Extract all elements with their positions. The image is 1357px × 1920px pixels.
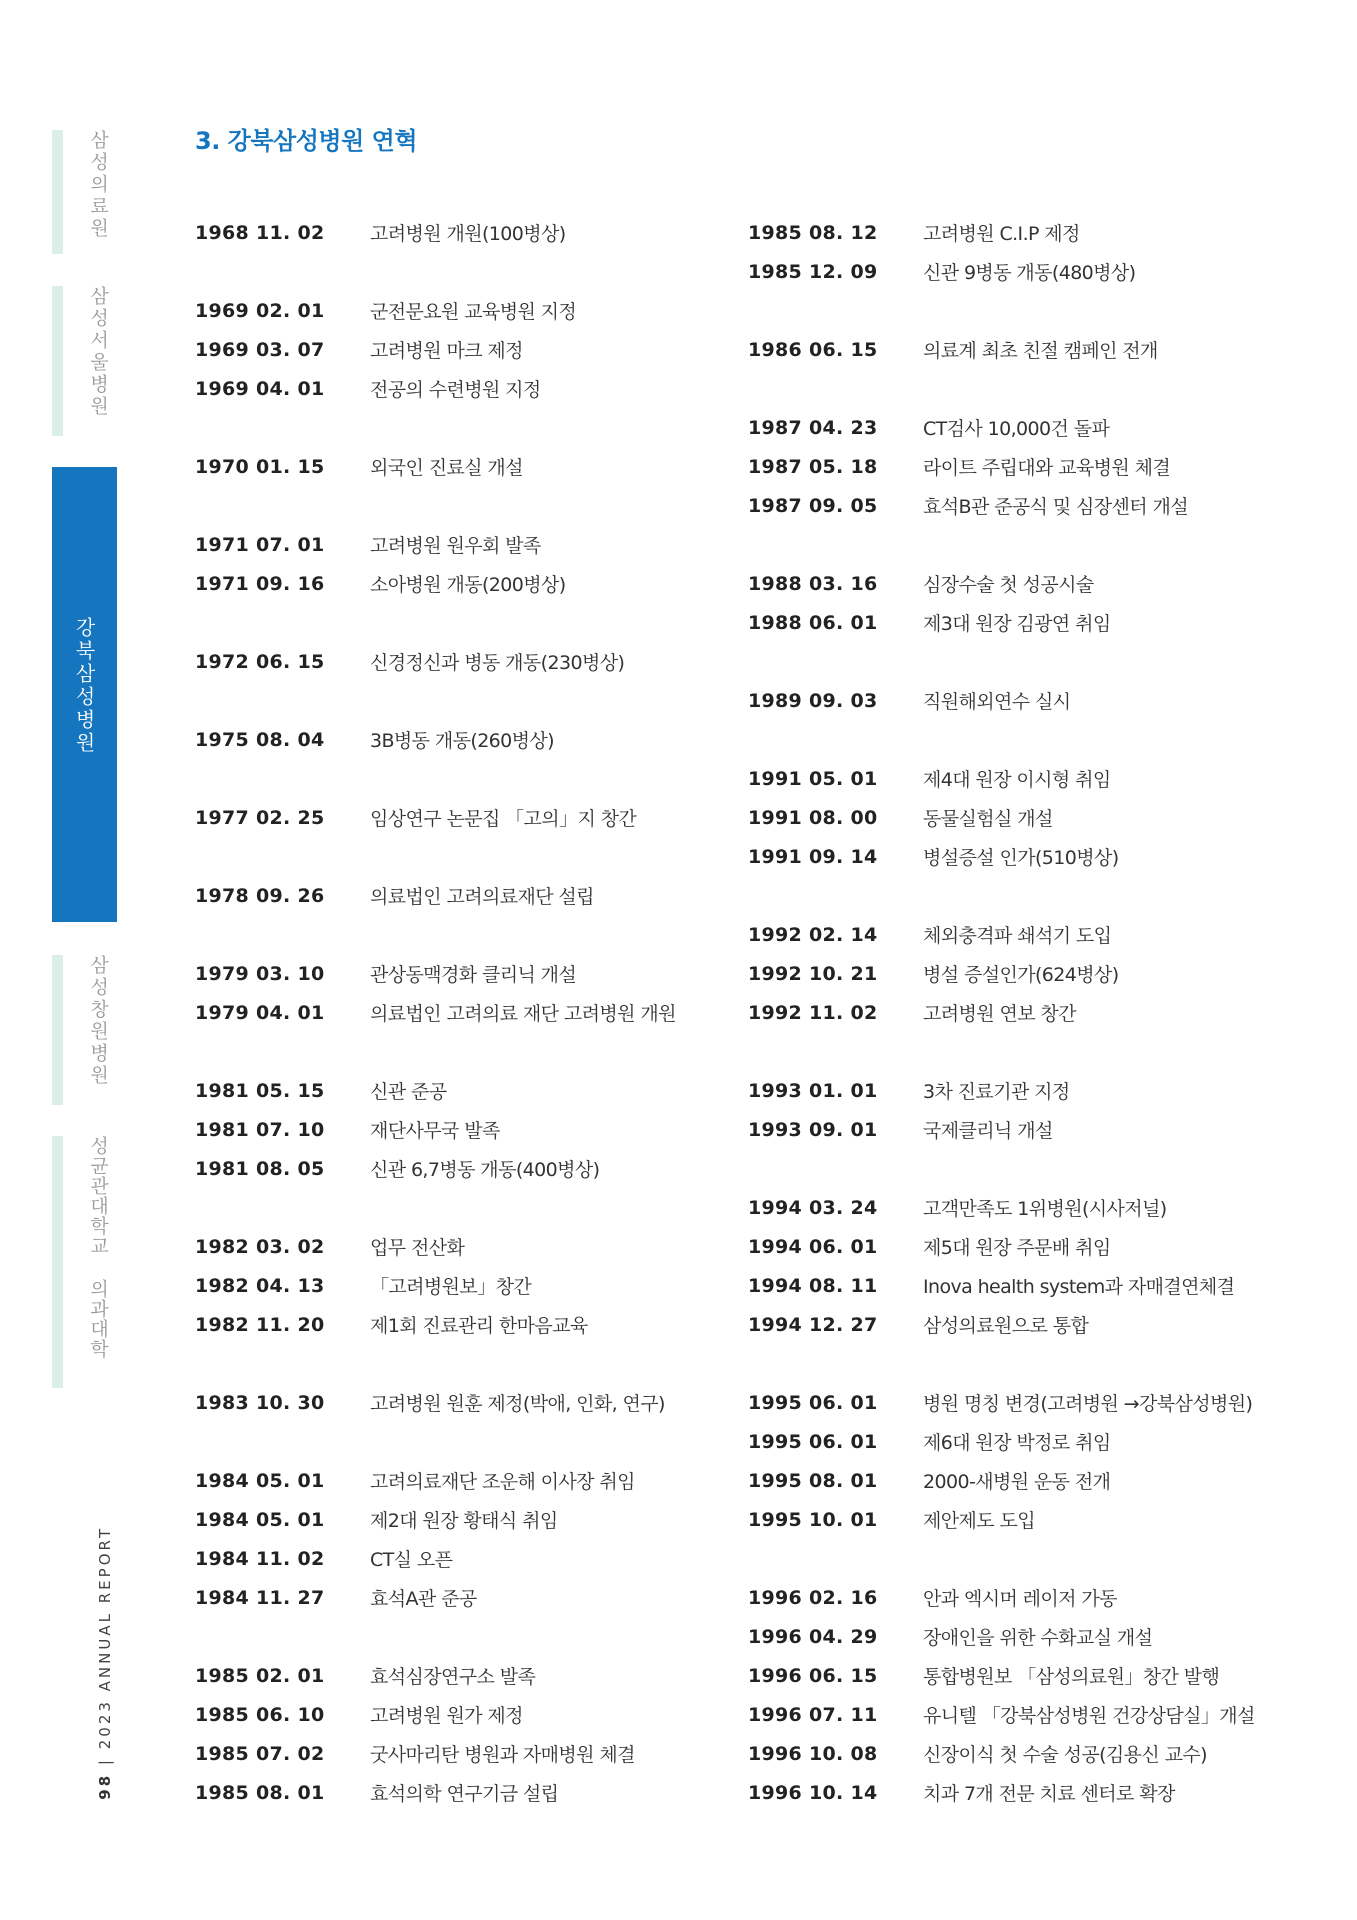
timeline-row (195, 954, 676, 993)
timeline-year-spacer (195, 408, 676, 447)
timeline-row (195, 1578, 676, 1617)
timeline-date: 1987 05. 18 (748, 455, 878, 478)
timeline-date: 1985 08. 01 (195, 1781, 325, 1804)
timeline-year-spacer (195, 1344, 676, 1383)
timeline-event: 제4대 원장 이시형 취임 (923, 769, 1111, 791)
timeline-event: 의료법인 고려의료재단 설립 (370, 886, 594, 908)
section-title: 3. 강북삼성병원 연혁 (195, 127, 417, 155)
timeline-row (748, 759, 1255, 798)
timeline-year-spacer (748, 642, 1255, 681)
timeline-row (748, 1773, 1255, 1812)
timeline-left-column (195, 213, 676, 1812)
timeline-date: 1994 12. 27 (748, 1313, 878, 1336)
timeline-year-spacer (195, 486, 676, 525)
timeline-event: 고려병원 원우회 발족 (370, 535, 541, 557)
timeline-event: 장애인을 위한 수화교실 개설 (923, 1627, 1153, 1649)
timeline-row (195, 642, 676, 681)
timeline-row (195, 720, 676, 759)
timeline-event: 고려병원 개원(100병상) (370, 223, 566, 245)
timeline-date: 1978 09. 26 (195, 884, 325, 907)
timeline-row (748, 1110, 1255, 1149)
timeline-date: 1996 10. 08 (748, 1742, 878, 1765)
timeline-year-spacer (748, 1149, 1255, 1188)
timeline-date: 1984 11. 27 (195, 1586, 325, 1609)
timeline-date: 1987 04. 23 (748, 416, 878, 439)
timeline-date: 1969 04. 01 (195, 377, 325, 400)
timeline-date: 1982 04. 13 (195, 1274, 325, 1297)
timeline-event: 의료법인 고려의료 재단 고려병원 개원 (370, 1003, 676, 1025)
timeline-row (195, 993, 676, 1032)
timeline-row (195, 1227, 676, 1266)
timeline-date: 1996 02. 16 (748, 1586, 878, 1609)
timeline-row (195, 330, 676, 369)
timeline-row (195, 1539, 676, 1578)
timeline-row (195, 1773, 676, 1812)
timeline-event: 제6대 원장 박정로 취임 (923, 1432, 1111, 1454)
timeline-date: 1995 06. 01 (748, 1430, 878, 1453)
timeline-event: 신장이식 첫 수술 성공(김용신 교수) (923, 1744, 1207, 1766)
timeline-row (748, 1071, 1255, 1110)
timeline-date: 1991 05. 01 (748, 767, 878, 790)
timeline-year-spacer (748, 291, 1255, 330)
timeline-row (748, 1227, 1255, 1266)
timeline-row (195, 1500, 676, 1539)
timeline-date: 1969 02. 01 (195, 299, 325, 322)
timeline-row (748, 1305, 1255, 1344)
timeline-date: 1994 06. 01 (748, 1235, 878, 1258)
timeline-event: 통합병원보 「삼성의료원」창간 발행 (923, 1666, 1220, 1688)
timeline-row (195, 213, 676, 252)
timeline-event: 라이트 주립대와 교육병원 체결 (923, 457, 1171, 479)
timeline-event: 고려병원 C.I.P 제정 (923, 223, 1080, 245)
timeline-event: 신경정신과 병동 개동(230병상) (370, 652, 625, 674)
timeline-row (195, 1383, 676, 1422)
timeline-date: 1991 09. 14 (748, 845, 878, 868)
timeline-event: 고려병원 마크 제정 (370, 340, 523, 362)
timeline-date: 1994 03. 24 (748, 1196, 878, 1219)
timeline-year-spacer (195, 837, 676, 876)
timeline-date: 1993 01. 01 (748, 1079, 878, 1102)
timeline-date: 1981 08. 05 (195, 1157, 325, 1180)
page-number: 98 (96, 1773, 114, 1800)
sidebar-tab-skku-medicine[interactable] (52, 1136, 116, 1388)
timeline-date: 1992 11. 02 (748, 1001, 878, 1024)
timeline-row (748, 1383, 1255, 1422)
timeline-row (195, 1266, 676, 1305)
timeline-event: 「고려병원보」창간 (370, 1276, 532, 1298)
timeline-row (748, 993, 1255, 1032)
timeline-event: 치과 7개 전문 치료 센터로 확장 (923, 1783, 1175, 1805)
timeline-event: 병설 증설인가(624병상) (923, 964, 1119, 986)
timeline-event: 제2대 원장 황태식 취임 (370, 1510, 558, 1532)
timeline-date: 1996 04. 29 (748, 1625, 878, 1648)
timeline-event: 3B병동 개동(260병상) (370, 730, 554, 752)
timeline-event: 동물실험실 개설 (923, 808, 1053, 830)
timeline-date: 1985 02. 01 (195, 1664, 325, 1687)
timeline-row (195, 798, 676, 837)
timeline-row (195, 1656, 676, 1695)
timeline-event: 외국인 진료실 개설 (370, 457, 523, 479)
timeline-date: 1986 06. 15 (748, 338, 878, 361)
timeline-date: 1975 08. 04 (195, 728, 325, 751)
timeline-date: 1988 06. 01 (748, 611, 878, 634)
sidebar-tab-label: 강북삼성병원 (72, 617, 96, 755)
timeline-row (748, 330, 1255, 369)
timeline-event: 직원해외연수 실시 (923, 691, 1071, 713)
timeline-date: 1970 01. 15 (195, 455, 325, 478)
timeline-row (748, 1656, 1255, 1695)
timeline-row (195, 291, 676, 330)
sidebar-tab-samsung-seoul-hospital[interactable] (52, 286, 116, 436)
timeline-year-spacer (748, 1032, 1255, 1071)
timeline-event: 신관 9병동 개동(480병상) (923, 262, 1136, 284)
timeline-date: 1987 09. 05 (748, 494, 878, 517)
timeline-date: 1992 10. 21 (748, 962, 878, 985)
timeline-row (748, 1188, 1255, 1227)
timeline-row (748, 954, 1255, 993)
timeline-row (748, 915, 1255, 954)
timeline-year-spacer (748, 369, 1255, 408)
timeline-event: 고려병원 연보 창간 (923, 1003, 1076, 1025)
timeline-row (195, 1149, 676, 1188)
timeline-date: 1984 05. 01 (195, 1508, 325, 1531)
timeline-row (195, 369, 676, 408)
timeline-year-spacer (748, 525, 1255, 564)
timeline-date: 1995 10. 01 (748, 1508, 878, 1531)
timeline-year-spacer (195, 1617, 676, 1656)
timeline-date: 1968 11. 02 (195, 221, 325, 244)
timeline-row (748, 486, 1255, 525)
timeline-event: 2000-새병원 운동 전개 (923, 1471, 1111, 1493)
timeline-event: 효석B관 준공식 및 심장센터 개설 (923, 496, 1188, 518)
timeline-year-spacer (195, 1422, 676, 1461)
timeline-year-spacer (195, 915, 676, 954)
timeline-event: 제5대 원장 주문배 취임 (923, 1237, 1111, 1259)
timeline-event: 전공의 수련병원 지정 (370, 379, 541, 401)
timeline-row (748, 1422, 1255, 1461)
timeline-year-spacer (195, 759, 676, 798)
timeline-date: 1996 07. 11 (748, 1703, 878, 1726)
timeline-event: 제3대 원장 김광연 취임 (923, 613, 1111, 635)
timeline-row (195, 1695, 676, 1734)
timeline-row (195, 1110, 676, 1149)
timeline-date: 1982 11. 20 (195, 1313, 325, 1336)
timeline-row (748, 1617, 1255, 1656)
sidebar-tab-kangbuk-samsung-hospital[interactable] (52, 467, 117, 922)
timeline-date: 1971 09. 16 (195, 572, 325, 595)
timeline-event: CT검사 10,000건 돌파 (923, 418, 1110, 440)
timeline-row (748, 837, 1255, 876)
timeline-year-spacer (748, 1539, 1255, 1578)
timeline-row (748, 1500, 1255, 1539)
timeline-row (748, 252, 1255, 291)
timeline-row (748, 681, 1255, 720)
timeline-date: 1991 08. 00 (748, 806, 878, 829)
timeline-event: 고려병원 원훈 제정(박애, 인화, 연구) (370, 1393, 665, 1415)
timeline-year-spacer (195, 681, 676, 720)
timeline-event: 국제클리닉 개설 (923, 1120, 1053, 1142)
timeline-event: 고객만족도 1위병원(시사저널) (923, 1198, 1167, 1220)
timeline-year-spacer (195, 1188, 676, 1227)
timeline-date: 1979 04. 01 (195, 1001, 325, 1024)
timeline-row (748, 447, 1255, 486)
timeline-date: 1995 06. 01 (748, 1391, 878, 1414)
timeline-date: 1983 10. 30 (195, 1391, 325, 1414)
sidebar-tab-label: 삼성서울병원 (87, 286, 109, 418)
timeline-date: 1996 10. 14 (748, 1781, 878, 1804)
timeline-row (748, 564, 1255, 603)
timeline-date: 1977 02. 25 (195, 806, 325, 829)
timeline-event: 군전문요원 교육병원 지정 (370, 301, 577, 323)
timeline-date: 1984 11. 02 (195, 1547, 325, 1570)
timeline-row (195, 876, 676, 915)
timeline-date: 1981 07. 10 (195, 1118, 325, 1141)
timeline-year-spacer (195, 1032, 676, 1071)
timeline-row (748, 1695, 1255, 1734)
timeline-date: 1972 06. 15 (195, 650, 325, 673)
timeline-date: 1985 06. 10 (195, 1703, 325, 1726)
timeline-row (748, 603, 1255, 642)
page-footer-label: 98 | 2023 ANNUAL REPORT (96, 1526, 114, 1800)
timeline-event: 유니텔 「강북삼성병원 건강상담실」개설 (923, 1705, 1255, 1727)
timeline-date: 1982 03. 02 (195, 1235, 325, 1258)
timeline-row (748, 1461, 1255, 1500)
timeline-event: 효석A관 준공 (370, 1588, 477, 1610)
timeline-event: 고려병원 원가 제정 (370, 1705, 523, 1727)
timeline-event: 신관 준공 (370, 1081, 447, 1103)
timeline-date: 1979 03. 10 (195, 962, 325, 985)
timeline-event: 효석심장연구소 발족 (370, 1666, 536, 1688)
timeline-date: 1992 02. 14 (748, 923, 878, 946)
timeline-event: 심장수술 첫 성공시술 (923, 574, 1094, 596)
timeline-event: Inova health system과 자매결연체결 (923, 1276, 1235, 1298)
timeline-date: 1996 06. 15 (748, 1664, 878, 1687)
report-label: 2023 ANNUAL REPORT (96, 1526, 114, 1750)
timeline-event: 관상동맥경화 클리닉 개설 (370, 964, 577, 986)
timeline-event: 병설증설 인가(510병상) (923, 847, 1119, 869)
timeline-event: 업무 전산화 (370, 1237, 465, 1259)
timeline-row (195, 525, 676, 564)
sidebar-tab-label: 삼성창원병원 (87, 955, 109, 1087)
timeline-row (195, 1734, 676, 1773)
sidebar-tab-label: 삼성의료원 (87, 130, 109, 240)
timeline-row (195, 1305, 676, 1344)
timeline-date: 1985 08. 12 (748, 221, 878, 244)
timeline-event: 병원 명칭 변경(고려병원 →강북삼성병원) (923, 1393, 1253, 1415)
timeline-row (195, 1071, 676, 1110)
timeline-event: 재단사무국 발족 (370, 1120, 500, 1142)
timeline-right-column (748, 213, 1255, 1812)
timeline-date: 1995 08. 01 (748, 1469, 878, 1492)
timeline-year-spacer (195, 252, 676, 291)
timeline-event: 의료계 최초 친절 캠페인 전개 (923, 340, 1158, 362)
timeline-row (195, 447, 676, 486)
timeline-event: 체외충격파 쇄석기 도입 (923, 925, 1112, 947)
timeline-date: 1971 07. 01 (195, 533, 325, 556)
timeline-row (748, 1266, 1255, 1305)
timeline-event: 제안제도 도입 (923, 1510, 1035, 1532)
timeline-event: 임상연구 논문집 「고의」지 창간 (370, 808, 637, 830)
timeline-year-spacer (748, 1344, 1255, 1383)
sidebar-tab-label: 성균관대학교 의과대학 (87, 1136, 109, 1359)
timeline-date: 1984 05. 01 (195, 1469, 325, 1492)
timeline-event: 신관 6,7병동 개동(400병상) (370, 1159, 600, 1181)
timeline-event: 굿사마리탄 병원과 자매병원 체결 (370, 1744, 635, 1766)
timeline-event: 소아병원 개동(200병상) (370, 574, 566, 596)
timeline-date: 1988 03. 16 (748, 572, 878, 595)
timeline-row (195, 1461, 676, 1500)
timeline-row (748, 408, 1255, 447)
timeline-event: 삼성의료원으로 통합 (923, 1315, 1089, 1337)
timeline-event: 고려의료재단 조운해 이사장 취임 (370, 1471, 635, 1493)
timeline-event: CT실 오픈 (370, 1549, 453, 1571)
timeline-event: 3차 진료기관 지정 (923, 1081, 1070, 1103)
timeline-date: 1993 09. 01 (748, 1118, 878, 1141)
timeline-date: 1969 03. 07 (195, 338, 325, 361)
timeline-date: 1985 12. 09 (748, 260, 878, 283)
timeline-event: 제1회 진료관리 한마음교육 (370, 1315, 588, 1337)
timeline-date: 1989 09. 03 (748, 689, 878, 712)
timeline-year-spacer (195, 603, 676, 642)
timeline-date: 1994 08. 11 (748, 1274, 878, 1297)
timeline-row (748, 798, 1255, 837)
sidebar-tab-samsung-medical-center[interactable] (52, 130, 116, 254)
timeline-event: 효석의학 연구기금 설립 (370, 1783, 559, 1805)
timeline-row (748, 1578, 1255, 1617)
timeline-row (195, 564, 676, 603)
timeline-year-spacer (748, 876, 1255, 915)
timeline-year-spacer (748, 720, 1255, 759)
timeline-row (748, 1734, 1255, 1773)
timeline-date: 1981 05. 15 (195, 1079, 325, 1102)
sidebar-tab-samsung-changwon-hospital[interactable] (52, 955, 116, 1105)
timeline-date: 1985 07. 02 (195, 1742, 325, 1765)
timeline-event: 안과 엑시머 레이저 가동 (923, 1588, 1117, 1610)
timeline-row (748, 213, 1255, 252)
